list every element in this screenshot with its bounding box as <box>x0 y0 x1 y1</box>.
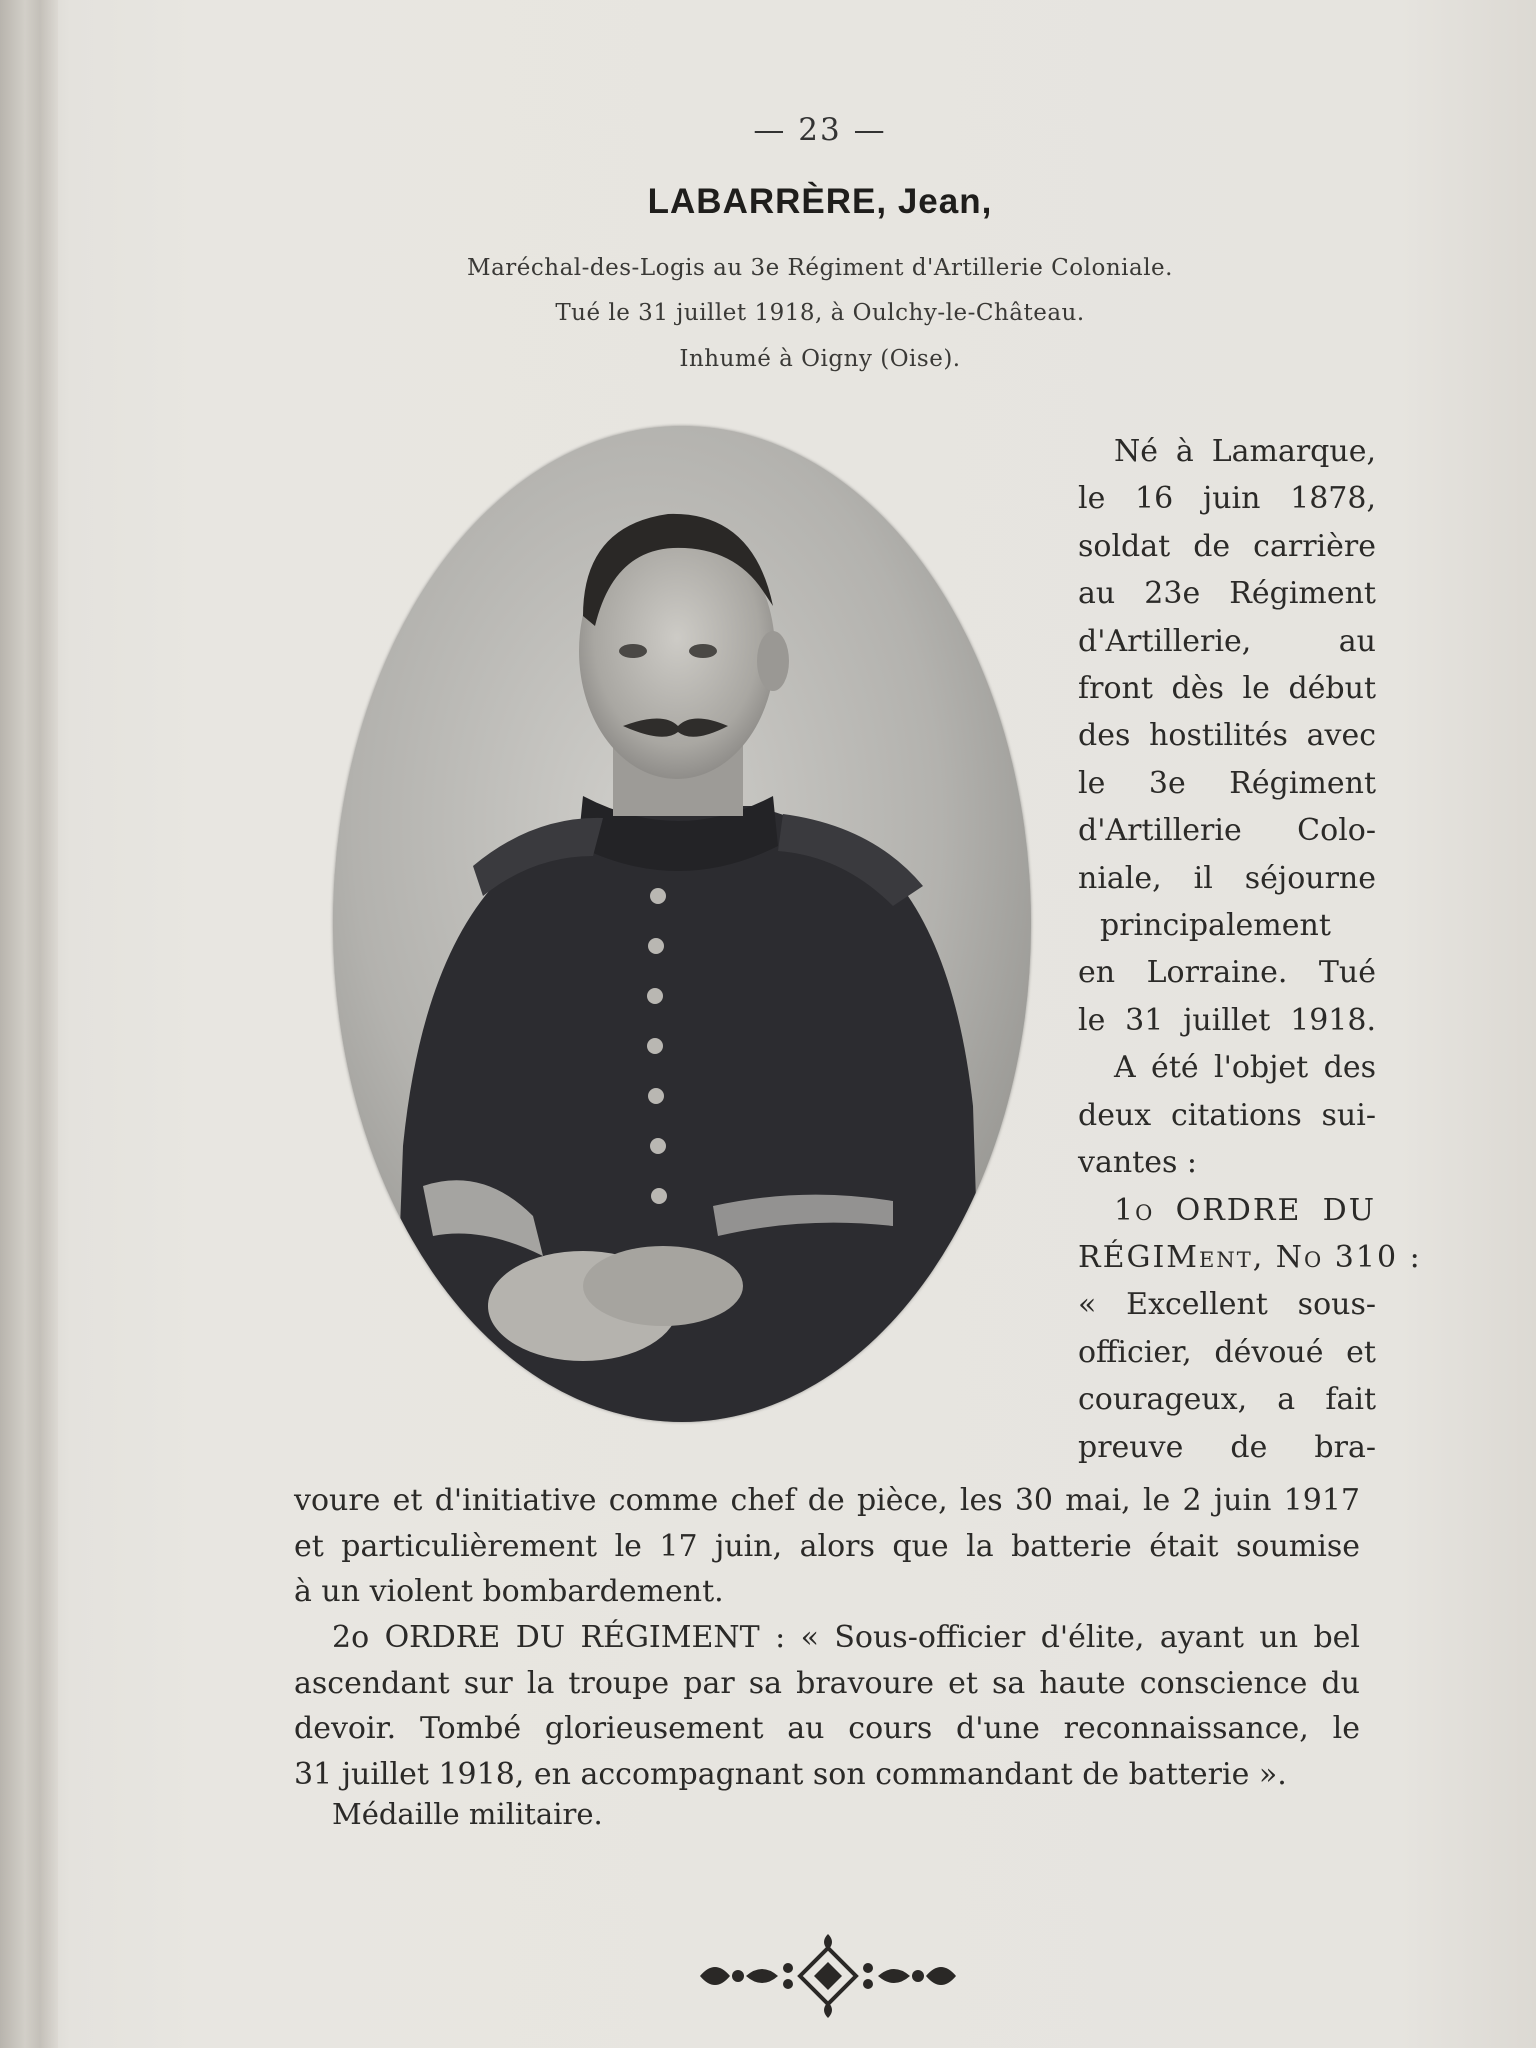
citation-1-number: RÉGIMent, No 310 : <box>1078 1239 1422 1275</box>
soldier-portrait-photo <box>333 426 1031 1422</box>
side-line: d'Artillerie, au <box>1078 623 1376 659</box>
medal-line: Médaille militaire. <box>332 1797 603 1831</box>
side-line: des hostilités avec <box>1078 718 1376 754</box>
rank-line: Maréchal-des-Logis au 3e Régiment d'Artillerie Coloniale. <box>467 255 1173 281</box>
portrait-illustration <box>333 426 1031 1422</box>
side-line: le 31 juillet 1918. <box>1078 1002 1376 1038</box>
side-line: officier, dévoué et <box>1078 1334 1376 1370</box>
side-line: « Excellent sous- <box>1078 1287 1376 1323</box>
citation-1-continuation <box>294 1478 1360 1615</box>
side-line: vantes : <box>1078 1145 1198 1181</box>
body-line: devoir. Tombé glorieusement au cours d'une reconnaissance, le <box>294 1711 1360 1746</box>
side-line: soldat de carrière <box>1078 528 1376 564</box>
body-line: à un violent bombardement. <box>294 1574 724 1609</box>
side-line: en Lorraine. Tué <box>1078 955 1376 991</box>
side-text-column <box>1078 428 1422 1471</box>
side-line: le 3e Régiment <box>1078 765 1376 801</box>
body-line: et particulièrement le 17 juin, alors que la batterie était soumise <box>294 1528 1360 1564</box>
side-line: Né à Lamarque, <box>1114 434 1376 469</box>
side-line: le 16 juin 1878, <box>1078 481 1376 517</box>
body-line: ascendant sur la troupe par sa bravoure et sa haute conscience du <box>294 1665 1360 1701</box>
side-line: front dès le début <box>1078 671 1376 707</box>
person-name-heading: LABARRÈRE, Jean, <box>647 182 993 221</box>
side-line: principalement <box>1100 908 1331 944</box>
page-number: — 23 — <box>753 112 887 148</box>
death-line: Tué le 31 juillet 1918, à Oulchy-le-Château. <box>555 300 1085 326</box>
burial-line: Inhumé à Oigny (Oise). <box>679 346 961 372</box>
citation-2-first-line: 2o ORDRE DU RÉGIMENT : « Sous-officier d'élite, ayant un bel <box>332 1620 1360 1655</box>
citation-2-paragraph <box>294 1615 1360 1797</box>
side-line: A été l'objet des <box>1114 1050 1376 1086</box>
side-line: courageux, a fait <box>1078 1382 1376 1418</box>
side-line: au 23e Régiment <box>1078 576 1376 612</box>
citation-1-heading: 1o ORDRE DU <box>1114 1192 1376 1228</box>
side-line: deux citations sui- <box>1078 1097 1376 1133</box>
body-line: 31 juillet 1918, en accompagnant son commandant de batterie ». <box>294 1756 1287 1792</box>
side-line: d'Artillerie Colo- <box>1078 813 1376 849</box>
floral-ornament-icon <box>690 1928 966 2024</box>
side-line: niale, il séjourne <box>1078 860 1376 896</box>
body-line: voure et d'initiative comme chef de pièce, les 30 mai, le 2 juin 1917 <box>294 1483 1360 1518</box>
side-line: preuve de bra- <box>1078 1429 1376 1465</box>
